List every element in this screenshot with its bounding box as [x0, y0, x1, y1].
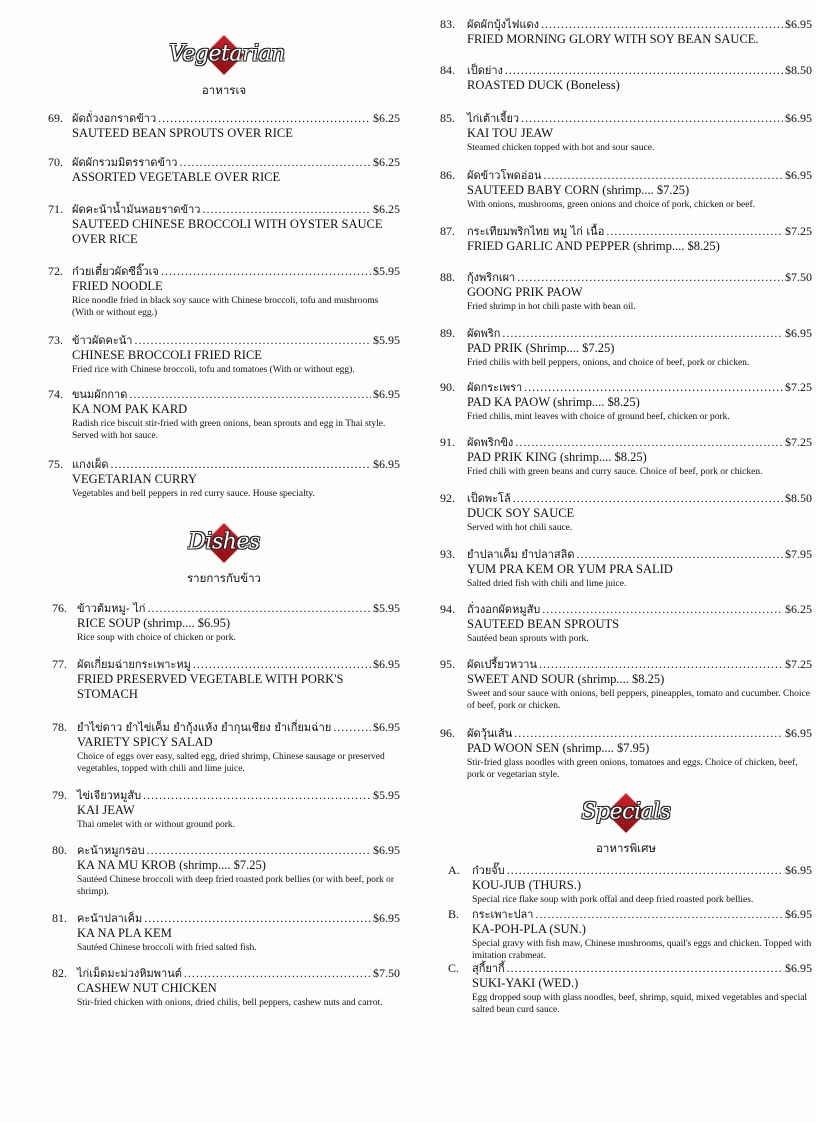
menu-item-body	[77, 601, 400, 644]
menu-item-price: $6.95	[373, 843, 400, 857]
dot-leader	[514, 726, 783, 741]
menu-item-description: Special rice flake soup with pork offal and deep fried roasted pork bellies.	[472, 895, 754, 905]
menu-item	[440, 435, 812, 478]
dot-leader	[202, 202, 371, 217]
menu-item-description: Fried chilis, mint leaves with choice of ground beef, chicken or pork.	[467, 412, 730, 422]
dot-leader	[333, 720, 371, 735]
menu-item-description: With onions, mushrooms, green onions and choice of pork, chicken or beef.	[467, 200, 755, 210]
menu-item-number: 85.	[440, 111, 455, 125]
menu-item-description: Stir-fried chicken with onions, dried chilis, bell peppers, cashew nuts and carrot.	[77, 998, 383, 1008]
menu-item-number: 72.	[48, 264, 63, 278]
menu-item-number: 87.	[440, 224, 455, 238]
dot-leader	[515, 435, 783, 450]
dot-leader	[507, 863, 783, 878]
menu-item-thai-name: ไก่เต้าเจี้ยว	[467, 112, 520, 125]
menu-item-body	[467, 63, 812, 93]
menu-item-price: $6.95	[785, 17, 812, 31]
menu-item	[440, 270, 812, 313]
menu-item-thai-name: ผัดเกี่ยมฉ่ายกระเพาะหมู	[77, 658, 191, 671]
dot-leader	[129, 387, 371, 402]
menu-item-thai-name: สุกี้ยากี้	[472, 962, 505, 975]
menu-item-number: 71.	[48, 202, 63, 216]
menu-item-body	[72, 333, 400, 376]
menu-item-price: $5.95	[373, 788, 400, 802]
menu-item-price: $5.95	[373, 601, 400, 615]
menu-item-description: Rice noodle fried in black soy sauce with Chinese broccoli, tofu and mushrooms (With or without egg.)	[72, 296, 379, 318]
menu-item	[48, 966, 400, 1009]
menu-item	[48, 264, 400, 319]
menu-item	[440, 657, 812, 712]
menu-item-description: Fried shrimp in hot chili paste with bean oil.	[467, 302, 636, 312]
menu-item-thai-name: กระเทียมพริกไทย หมู ไก่ เนื้อ	[467, 225, 605, 238]
menu-item-english-name: VARIETY SPICY SALAD	[77, 735, 213, 749]
menu-item-description: Steamed chicken topped with hot and sour sauce.	[467, 143, 655, 153]
menu-item-price: $5.95	[373, 264, 400, 278]
menu-item-description: Choice of eggs over easy, salted egg, dried shrimp, Chinese sausage or preserved vegetables, topped with chili and lime juice.	[77, 752, 385, 774]
menu-item-leader-line	[472, 961, 812, 976]
menu-item-number: B.	[448, 907, 460, 921]
dot-leader	[524, 380, 783, 395]
menu-item-thai-name: ผัดพริกขิง	[467, 436, 514, 449]
menu-item-price: $6.95	[373, 457, 400, 471]
menu-item-description: Served with hot chili sauce.	[467, 523, 573, 533]
menu-item-number: 74.	[48, 387, 63, 401]
menu-item-description: Stir-fried glass noodles with green onions, tomatoes and eggs. Choice of chicken, beef, pork or vegetarian style.	[467, 758, 798, 780]
menu-item-leader-line	[77, 601, 400, 616]
menu-item-leader-line	[467, 168, 812, 183]
menu-item-english-name: SAUTEED BEAN SPROUTS	[467, 617, 620, 631]
menu-item-body	[72, 202, 400, 247]
menu-item-body	[467, 17, 812, 47]
dishes-badge	[169, 520, 279, 566]
menu-item-number: 77.	[52, 657, 67, 671]
dot-leader	[507, 961, 783, 976]
menu-item	[440, 907, 812, 962]
menu-item-body	[467, 326, 812, 369]
menu-item-thai-name: ข้าวผัดคะน้า	[72, 334, 133, 347]
menu-item-english-name: ASSORTED VEGETABLE OVER RICE	[72, 170, 281, 184]
menu-item	[48, 601, 400, 644]
menu-item-english-name: PAD KA PAOW (shrimp.... $8.25)	[467, 395, 640, 409]
menu-item-leader-line	[77, 657, 400, 672]
menu-item-description: Fried chili with green beans and curry sauce. Choice of beef, pork or chicken.	[467, 467, 763, 477]
menu-item-leader-line	[72, 202, 400, 217]
menu-item-description: Rice soup with choice of chicken or pork.	[77, 633, 236, 643]
dot-leader	[505, 63, 783, 78]
menu-item-body	[467, 168, 812, 211]
menu-item-price: $8.50	[785, 491, 812, 505]
menu-item	[440, 547, 812, 590]
menu-item-body	[467, 111, 812, 154]
menu-item-thai-name: ผัดคะน้าน้ำมันหอยราดข้าว	[72, 203, 201, 216]
menu-item-leader-line	[472, 863, 812, 878]
menu-item-english-name: FRIED GARLIC AND PEPPER (shrimp.... $8.25)	[467, 239, 720, 253]
menu-item-english-name: FRIED NOODLE	[72, 279, 163, 293]
menu-item	[440, 863, 812, 906]
menu-item-thai-name: ถั่วงอกผัดหมูสับ	[467, 603, 541, 616]
menu-item-thai-name: ไก่เม็ดมะม่วงหิมพานต์	[77, 967, 182, 980]
menu-item-price: $7.50	[373, 966, 400, 980]
menu-item-number: 90.	[440, 380, 455, 394]
menu-item-leader-line	[467, 435, 812, 450]
menu-item-english-name: CHINESE BROCCOLI FRIED RICE	[72, 348, 262, 362]
menu-item-price: $6.95	[373, 387, 400, 401]
menu-item-price: $6.95	[785, 326, 812, 340]
menu-item-description: Sweet and sour sauce with onions, bell peppers, pineapples, tomato and cucumber. Choice of beef, pork or chicken.	[467, 689, 810, 711]
specials-badge	[571, 790, 681, 836]
dot-leader	[577, 547, 783, 562]
menu-item-price: $6.25	[373, 202, 400, 216]
menu-item-description: Fried rice with Chinese broccoli, tofu and tomatoes (With or without egg).	[72, 365, 355, 375]
menu-item-body	[467, 380, 812, 423]
menu-item-price: $7.95	[785, 547, 812, 561]
vegetarian-thai-title: อาหารเจ	[201, 83, 247, 97]
menu-item-body	[467, 657, 812, 712]
menu-item	[48, 911, 400, 954]
menu-item	[48, 202, 400, 247]
menu-item-number: 92.	[440, 491, 455, 505]
menu-item-number: 81.	[52, 911, 67, 925]
menu-item-english-name: KAI TOU JEAW	[467, 126, 554, 140]
menu-item-english-name: CASHEW NUT CHICKEN	[77, 981, 217, 995]
menu-item-leader-line	[467, 224, 812, 239]
menu-item-price: $7.25	[785, 224, 812, 238]
menu-item-number: 86.	[440, 168, 455, 182]
menu-item	[440, 491, 812, 534]
menu-item-body	[72, 387, 400, 442]
dot-leader	[513, 491, 783, 506]
dot-leader	[134, 333, 371, 348]
menu-item	[48, 843, 400, 898]
menu-item-leader-line	[467, 657, 812, 672]
menu-item	[440, 224, 812, 254]
menu-item-description: Radish rice biscuit stir-fried with green onions, bean sprouts and egg in Thai style. Served with hot sauce.	[72, 419, 386, 441]
menu-item-number: 76.	[52, 601, 67, 615]
dot-leader	[147, 843, 371, 858]
menu-item-description: Vegetables and bell peppers in red curry sauce. House specialty.	[72, 489, 315, 499]
vegetarian-badge	[169, 32, 285, 78]
menu-item	[440, 63, 812, 93]
menu-item-english-name: KAI JEAW	[77, 803, 135, 817]
dot-leader	[521, 111, 783, 126]
menu-item-price: $7.25	[785, 435, 812, 449]
menu-item-body	[472, 907, 812, 962]
menu-item-english-name: SAUTEED BABY CORN (shrimp.... $7.25)	[467, 183, 690, 197]
menu-item-body	[77, 966, 400, 1009]
menu-item-thai-name: กระเพาะปลา	[472, 908, 534, 921]
menu-item-price: $6.95	[785, 863, 812, 877]
menu-item-price: $8.50	[785, 63, 812, 77]
menu-item-body	[77, 720, 400, 775]
menu-item-number: C.	[448, 961, 460, 975]
menu-item-price: $7.25	[785, 657, 812, 671]
menu-item-leader-line	[77, 720, 400, 735]
menu-item	[440, 602, 812, 645]
menu-item-body	[467, 224, 812, 254]
menu-item-english-name: YUM PRA KEM OR YUM PRA SALID	[467, 562, 673, 576]
menu-item-body	[77, 911, 400, 954]
menu-item-number: 80.	[52, 843, 67, 857]
menu-item-leader-line	[467, 547, 812, 562]
dot-leader	[606, 224, 783, 239]
dot-leader	[544, 168, 784, 183]
dot-leader	[161, 264, 371, 279]
menu-item-thai-name: ผัดเปรี้ยวหวาน	[467, 658, 537, 671]
menu-item-description: Sautéed Chinese broccoli with deep fried roasted pork bellies (or with beef, pork or shrimp).	[77, 875, 395, 897]
menu-item-english-name: SUKI-YAKI (WED.)	[472, 976, 579, 990]
menu-item-price: $6.25	[373, 111, 400, 125]
dot-leader	[179, 155, 371, 170]
menu-item	[48, 720, 400, 775]
dot-leader	[542, 602, 783, 617]
dot-leader	[144, 911, 371, 926]
vegetarian-section-header	[48, 32, 400, 100]
menu-item-leader-line	[77, 966, 400, 981]
menu-item-leader-line	[467, 380, 812, 395]
menu-item-description: Special gravy with fish maw, Chinese mushrooms, quail's eggs and chicken. Topped with imitation crabmeat.	[472, 939, 812, 961]
menu-item-price: $7.25	[785, 380, 812, 394]
menu-item-price: $6.95	[373, 911, 400, 925]
dot-leader	[143, 788, 371, 803]
menu-item-body	[467, 602, 812, 645]
menu-item-body	[467, 435, 812, 478]
menu-item-leader-line	[467, 63, 812, 78]
dot-leader	[110, 457, 371, 472]
menu-item-english-name: KOU-JUB (THURS.)	[472, 878, 582, 892]
menu-item-thai-name: ผัดผักรวมมิตรราดข้าว	[72, 156, 178, 169]
menu-item-leader-line	[72, 387, 400, 402]
dot-leader	[535, 907, 783, 922]
menu-item-leader-line	[467, 270, 812, 285]
menu-item-number: 94.	[440, 602, 455, 616]
menu-item-leader-line	[72, 333, 400, 348]
menu-item-body	[472, 863, 812, 906]
specials-badge-text: Specials	[581, 799, 671, 825]
menu-item	[48, 457, 400, 500]
menu-item-leader-line	[77, 788, 400, 803]
menu-item-english-name: RICE SOUP (shrimp.... $6.95)	[77, 616, 231, 630]
menu-item-number: A.	[448, 863, 460, 877]
menu-item-english-name: VEGETARIAN CURRY	[72, 472, 198, 486]
dishes-section-header	[48, 520, 400, 588]
menu-item-number: 82.	[52, 966, 67, 980]
menu-item-english-name: SAUTEED CHINESE BROCCOLI WITH OYSTER SAUCE OVER RICE	[72, 217, 383, 246]
menu-item-thai-name: ก๋วยจั๊บ	[472, 864, 505, 877]
menu-item-english-name: DUCK SOY SAUCE	[467, 506, 575, 520]
menu-item	[48, 155, 400, 185]
menu-item-body	[72, 457, 400, 500]
menu-item-thai-name: ผัดข้าวโพดอ่อน	[467, 169, 542, 182]
menu-item	[440, 111, 812, 154]
menu-item-thai-name: ผัดกระเพรา	[467, 381, 523, 394]
menu-item-thai-name: ขนมผักกาด	[72, 388, 128, 401]
menu-item-english-name: FRIED MORNING GLORY WITH SOY BEAN SAUCE.	[467, 32, 759, 46]
menu-item-english-name: SAUTEED BEAN SPROUTS OVER RICE	[72, 126, 293, 140]
menu-item	[440, 961, 812, 1016]
menu-item-number: 79.	[52, 788, 67, 802]
menu-item-body	[467, 726, 812, 781]
menu-item-leader-line	[72, 111, 400, 126]
menu-item-price: $6.95	[785, 726, 812, 740]
menu-item-number: 75.	[48, 457, 63, 471]
menu-item-body	[72, 264, 400, 319]
menu-item-leader-line	[467, 602, 812, 617]
menu-item-thai-name: ข้าวต้มหมู- ไก่	[77, 602, 146, 615]
menu-item-number: 96.	[440, 726, 455, 740]
menu-item-thai-name: แกงเผ็ด	[72, 458, 109, 471]
menu-item-thai-name: ยำปลาเค็ม ยำปลาสลิด	[467, 548, 575, 561]
menu-item-number: 89.	[440, 326, 455, 340]
menu-item-body	[77, 657, 400, 702]
menu-item-body	[77, 843, 400, 898]
menu-item-leader-line	[467, 326, 812, 341]
menu-item-english-name: GOONG PRIK PAOW	[467, 285, 583, 299]
menu-item-leader-line	[472, 907, 812, 922]
menu-item-leader-line	[467, 111, 812, 126]
menu-item-body	[72, 155, 400, 185]
menu-item	[48, 333, 400, 376]
dishes-thai-title: รายการกับข้าว	[186, 571, 261, 585]
menu-item-description: Thai omelet with or without ground pork.	[77, 820, 236, 830]
menu-item-english-name: FRIED PRESERVED VEGETABLE WITH PORK'S STOMACH	[77, 672, 344, 701]
menu-item-leader-line	[77, 843, 400, 858]
menu-item	[48, 387, 400, 442]
menu-item-description: Sautéed bean sprouts with pork.	[467, 634, 589, 644]
menu-item-thai-name: กุ้งพริกเผา	[467, 271, 516, 284]
menu-item	[48, 788, 400, 831]
menu-item-price: $6.95	[785, 168, 812, 182]
specials-section-header	[440, 790, 812, 858]
menu-item-description: Salted dried fish with chili and lime juice.	[467, 579, 627, 589]
dot-leader	[541, 17, 783, 32]
menu-item-body	[467, 270, 812, 313]
vegetarian-badge-text: Vegetarian	[169, 41, 285, 67]
menu-item-english-name: KA NOM PAK KARD	[72, 402, 188, 416]
menu-item-number: 78.	[52, 720, 67, 734]
menu-item	[440, 380, 812, 423]
menu-item	[440, 726, 812, 781]
dot-leader	[539, 657, 783, 672]
menu-item	[48, 657, 400, 702]
menu-item-price: $6.95	[785, 961, 812, 975]
menu-item-leader-line	[467, 726, 812, 741]
dot-leader	[517, 270, 783, 285]
menu-item-thai-name: เป็ดพะโล้	[467, 492, 511, 505]
menu-item-price: $5.95	[373, 333, 400, 347]
menu-item-leader-line	[72, 264, 400, 279]
menu-item-price: $6.95	[785, 111, 812, 125]
menu-item-number: 95.	[440, 657, 455, 671]
menu-item-english-name: PAD PRIK (Shrimp.... $7.25)	[467, 341, 615, 355]
menu-item-english-name: SWEET AND SOUR (shrimp.... $8.25)	[467, 672, 665, 686]
dot-leader	[147, 601, 371, 616]
menu-item-english-name: PAD PRIK KING (shrimp.... $8.25)	[467, 450, 647, 464]
menu-item-number: 70.	[48, 155, 63, 169]
menu-item-body	[467, 491, 812, 534]
menu-item-body	[467, 547, 812, 590]
menu-item-price: $6.25	[785, 602, 812, 616]
dot-leader	[158, 111, 371, 126]
menu-item-english-name: ROASTED DUCK (Boneless)	[467, 78, 620, 92]
menu-item-body	[472, 961, 812, 1016]
menu-item-number: 73.	[48, 333, 63, 347]
menu-item-number: 69.	[48, 111, 63, 125]
specials-thai-title: อาหารพิเศษ	[596, 841, 656, 855]
menu-item-english-name: KA-POH-PLA (SUN.)	[472, 922, 586, 936]
menu-item-leader-line	[72, 155, 400, 170]
menu-item-description: Egg dropped soup with glass noodles, beef, shrimp, squid, mixed vegetables and special salted bean curd sauce.	[472, 993, 808, 1015]
menu-item-number: 84.	[440, 63, 455, 77]
menu-item-price: $6.25	[373, 155, 400, 169]
menu-item-thai-name: คะน้าปลาเค็ม	[77, 912, 143, 925]
menu-item-thai-name: ยำไข่ดาว ยำไข่เค็ม ยำกุ้งแห้ง ยำกุนเชียง ยำเกี่ยมฉ่าย	[77, 721, 332, 734]
menu-item	[440, 168, 812, 211]
dot-leader	[184, 966, 371, 981]
dot-leader	[502, 326, 783, 341]
menu-item-thai-name: ก๋วยเตี๋ยวผัดซีอิ๊วเจ	[72, 265, 159, 278]
menu-item-body	[77, 788, 400, 831]
menu-item-price: $6.95	[373, 657, 400, 671]
menu-item-thai-name: ผัดผักบุ้งไฟแดง	[467, 18, 539, 31]
menu-item-leader-line	[72, 457, 400, 472]
menu-item-price: $7.50	[785, 270, 812, 284]
menu-item-english-name: KA NA MU KROB (shrimp.... $7.25)	[77, 858, 266, 872]
menu-item-thai-name: คะน้าหมูกรอบ	[77, 844, 145, 857]
menu-item	[440, 326, 812, 369]
dot-leader	[193, 657, 371, 672]
menu-item-number: 93.	[440, 547, 455, 561]
menu-item-thai-name: เป็ดย่าง	[467, 64, 503, 77]
menu-item-number: 88.	[440, 270, 455, 284]
menu-item-thai-name: ผัดพริก	[467, 327, 501, 340]
menu-item	[48, 111, 400, 141]
menu-item-description: Fried chilis with bell peppers, onions, and choice of beef, pork or chicken.	[467, 358, 750, 368]
menu-item-english-name: KA NA PLA KEM	[77, 926, 172, 940]
menu-item-number: 91.	[440, 435, 455, 449]
menu-item-number: 83.	[440, 17, 455, 31]
menu-item-thai-name: ไข่เจียวหมูสับ	[77, 789, 142, 802]
menu-item-description: Sautéed Chinese broccoli with fried salted fish.	[77, 943, 257, 953]
menu-item-body	[72, 111, 400, 141]
menu-item-leader-line	[467, 491, 812, 506]
menu-item-price: $6.95	[785, 907, 812, 921]
menu-item	[440, 17, 812, 47]
dishes-badge-text: Dishes	[188, 529, 260, 555]
menu-item-thai-name: ผัดถั่วงอกราดข้าว	[72, 112, 157, 125]
menu-item-price: $6.95	[373, 720, 400, 734]
menu-item-thai-name: ผัดวุ้นเส้น	[467, 727, 513, 740]
menu-item-leader-line	[77, 911, 400, 926]
menu-item-leader-line	[467, 17, 812, 32]
menu-item-english-name: PAD WOON SEN (shrimp.... $7.95)	[467, 741, 650, 755]
